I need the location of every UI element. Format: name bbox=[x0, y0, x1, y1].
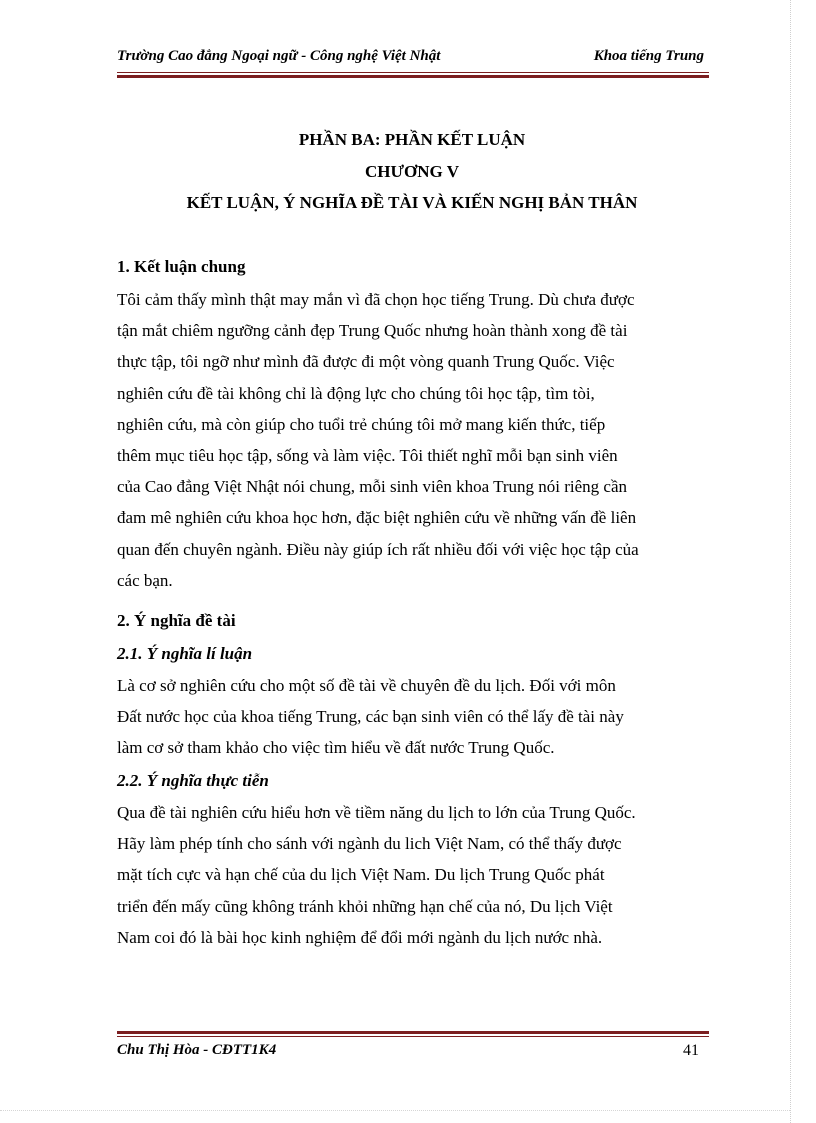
header-rule-thin bbox=[117, 72, 709, 73]
text-line: nghiên cứu, mà còn giúp cho tuổi trẻ chúng tôi mở mang kiến thức, tiếp bbox=[117, 414, 606, 434]
header-school: Trường Cao đẳng Ngoại ngữ - Công nghệ Việt Nhật bbox=[117, 48, 441, 64]
crop-mark-bottom bbox=[0, 1110, 790, 1111]
text-line: Tôi cảm thấy mình thật may mắn vì đã chọn học tiếng Trung. Dù chưa được bbox=[117, 290, 635, 309]
chapter-title: KẾT LUẬN, Ý NGHĨA ĐỀ TÀI VÀ KIẾN NGHỊ BẢN THÂN bbox=[186, 193, 638, 212]
footer-rule-thick bbox=[117, 1031, 709, 1034]
text-line: thực tập, tôi ngỡ như mình đã được đi một vòng quanh Trung Quốc. Việc bbox=[117, 352, 615, 372]
text-line: Nam coi đó là bài học kinh nghiệm để đổi mới ngành du lịch nước nhà. bbox=[117, 927, 603, 947]
text-line: đam mê nghiên cứu khoa học hơn, đặc biệt nghiên cứu về những vấn đề liên bbox=[117, 508, 637, 528]
section-2-2-heading: 2.2. Ý nghĩa thực tiễn bbox=[117, 771, 269, 790]
header-rule-thick bbox=[117, 75, 709, 78]
text-line: Đất nước học của khoa tiếng Trung, các bạn sinh viên có thể lấy đề tài này bbox=[117, 707, 624, 727]
section-1-heading: 1. Kết luận chung bbox=[117, 257, 246, 276]
crop-mark-right bbox=[790, 0, 791, 1123]
section-2-1-heading: 2.1. Ý nghĩa lí luận bbox=[117, 644, 253, 663]
header-department: Khoa tiếng Trung bbox=[593, 48, 704, 64]
section-2-heading: 2. Ý nghĩa đề tài bbox=[117, 611, 236, 630]
section-1-paragraph bbox=[117, 284, 707, 596]
text-line: mặt tích cực và hạn chế của du lịch Việt Nam. Du lịch Trung Quốc phát bbox=[117, 865, 605, 885]
footer-rule-thin bbox=[117, 1036, 709, 1037]
section-2-1-paragraph bbox=[117, 670, 707, 764]
footer-author: Chu Thị Hòa - CĐTT1K4 bbox=[117, 1042, 277, 1058]
text-line: thêm mục tiêu học tập, sống và làm việc. Tôi thiết nghĩ mỗi bạn sinh viên bbox=[117, 446, 618, 466]
text-line: triển đến mấy cũng không tránh khỏi những hạn chế của nó, Du lịch Việt bbox=[117, 896, 613, 916]
text-line: tận mắt chiêm ngưỡng cảnh đẹp Trung Quốc nhưng hoàn thành xong đề tài bbox=[117, 321, 628, 341]
text-line: của Cao đẳng Việt Nhật nói chung, mỗi sinh viên khoa Trung nói riêng cần bbox=[117, 477, 628, 497]
text-line: các bạn. bbox=[117, 570, 173, 590]
section-2-2-paragraph bbox=[117, 797, 707, 953]
text-line: Qua đề tài nghiên cứu hiểu hơn về tiềm năng du lịch to lớn của Trung Quốc. bbox=[117, 803, 636, 822]
page-number: 41 bbox=[683, 1042, 699, 1059]
text-line: Hãy làm phép tính cho sánh với ngành du lich Việt Nam, có thể thấy được bbox=[117, 834, 622, 854]
text-line: Là cơ sở nghiên cứu cho một số đề tài về chuyên đề du lịch. Đối với môn bbox=[117, 676, 616, 695]
part-title: PHẦN BA: PHẦN KẾT LUẬN bbox=[298, 130, 526, 149]
page-header bbox=[117, 48, 707, 70]
chapter-label: CHƯƠNG V bbox=[365, 162, 459, 181]
text-line: nghiên cứu đề tài không chỉ là động lực cho chúng tôi học tập, tìm tòi, bbox=[117, 383, 595, 403]
text-line: làm cơ sở tham khảo cho việc tìm hiểu về đất nước Trung Quốc. bbox=[117, 738, 555, 758]
text-line: quan đến chuyên ngành. Điều này giúp ích rất nhiều đối với việc học tập của bbox=[117, 539, 639, 559]
